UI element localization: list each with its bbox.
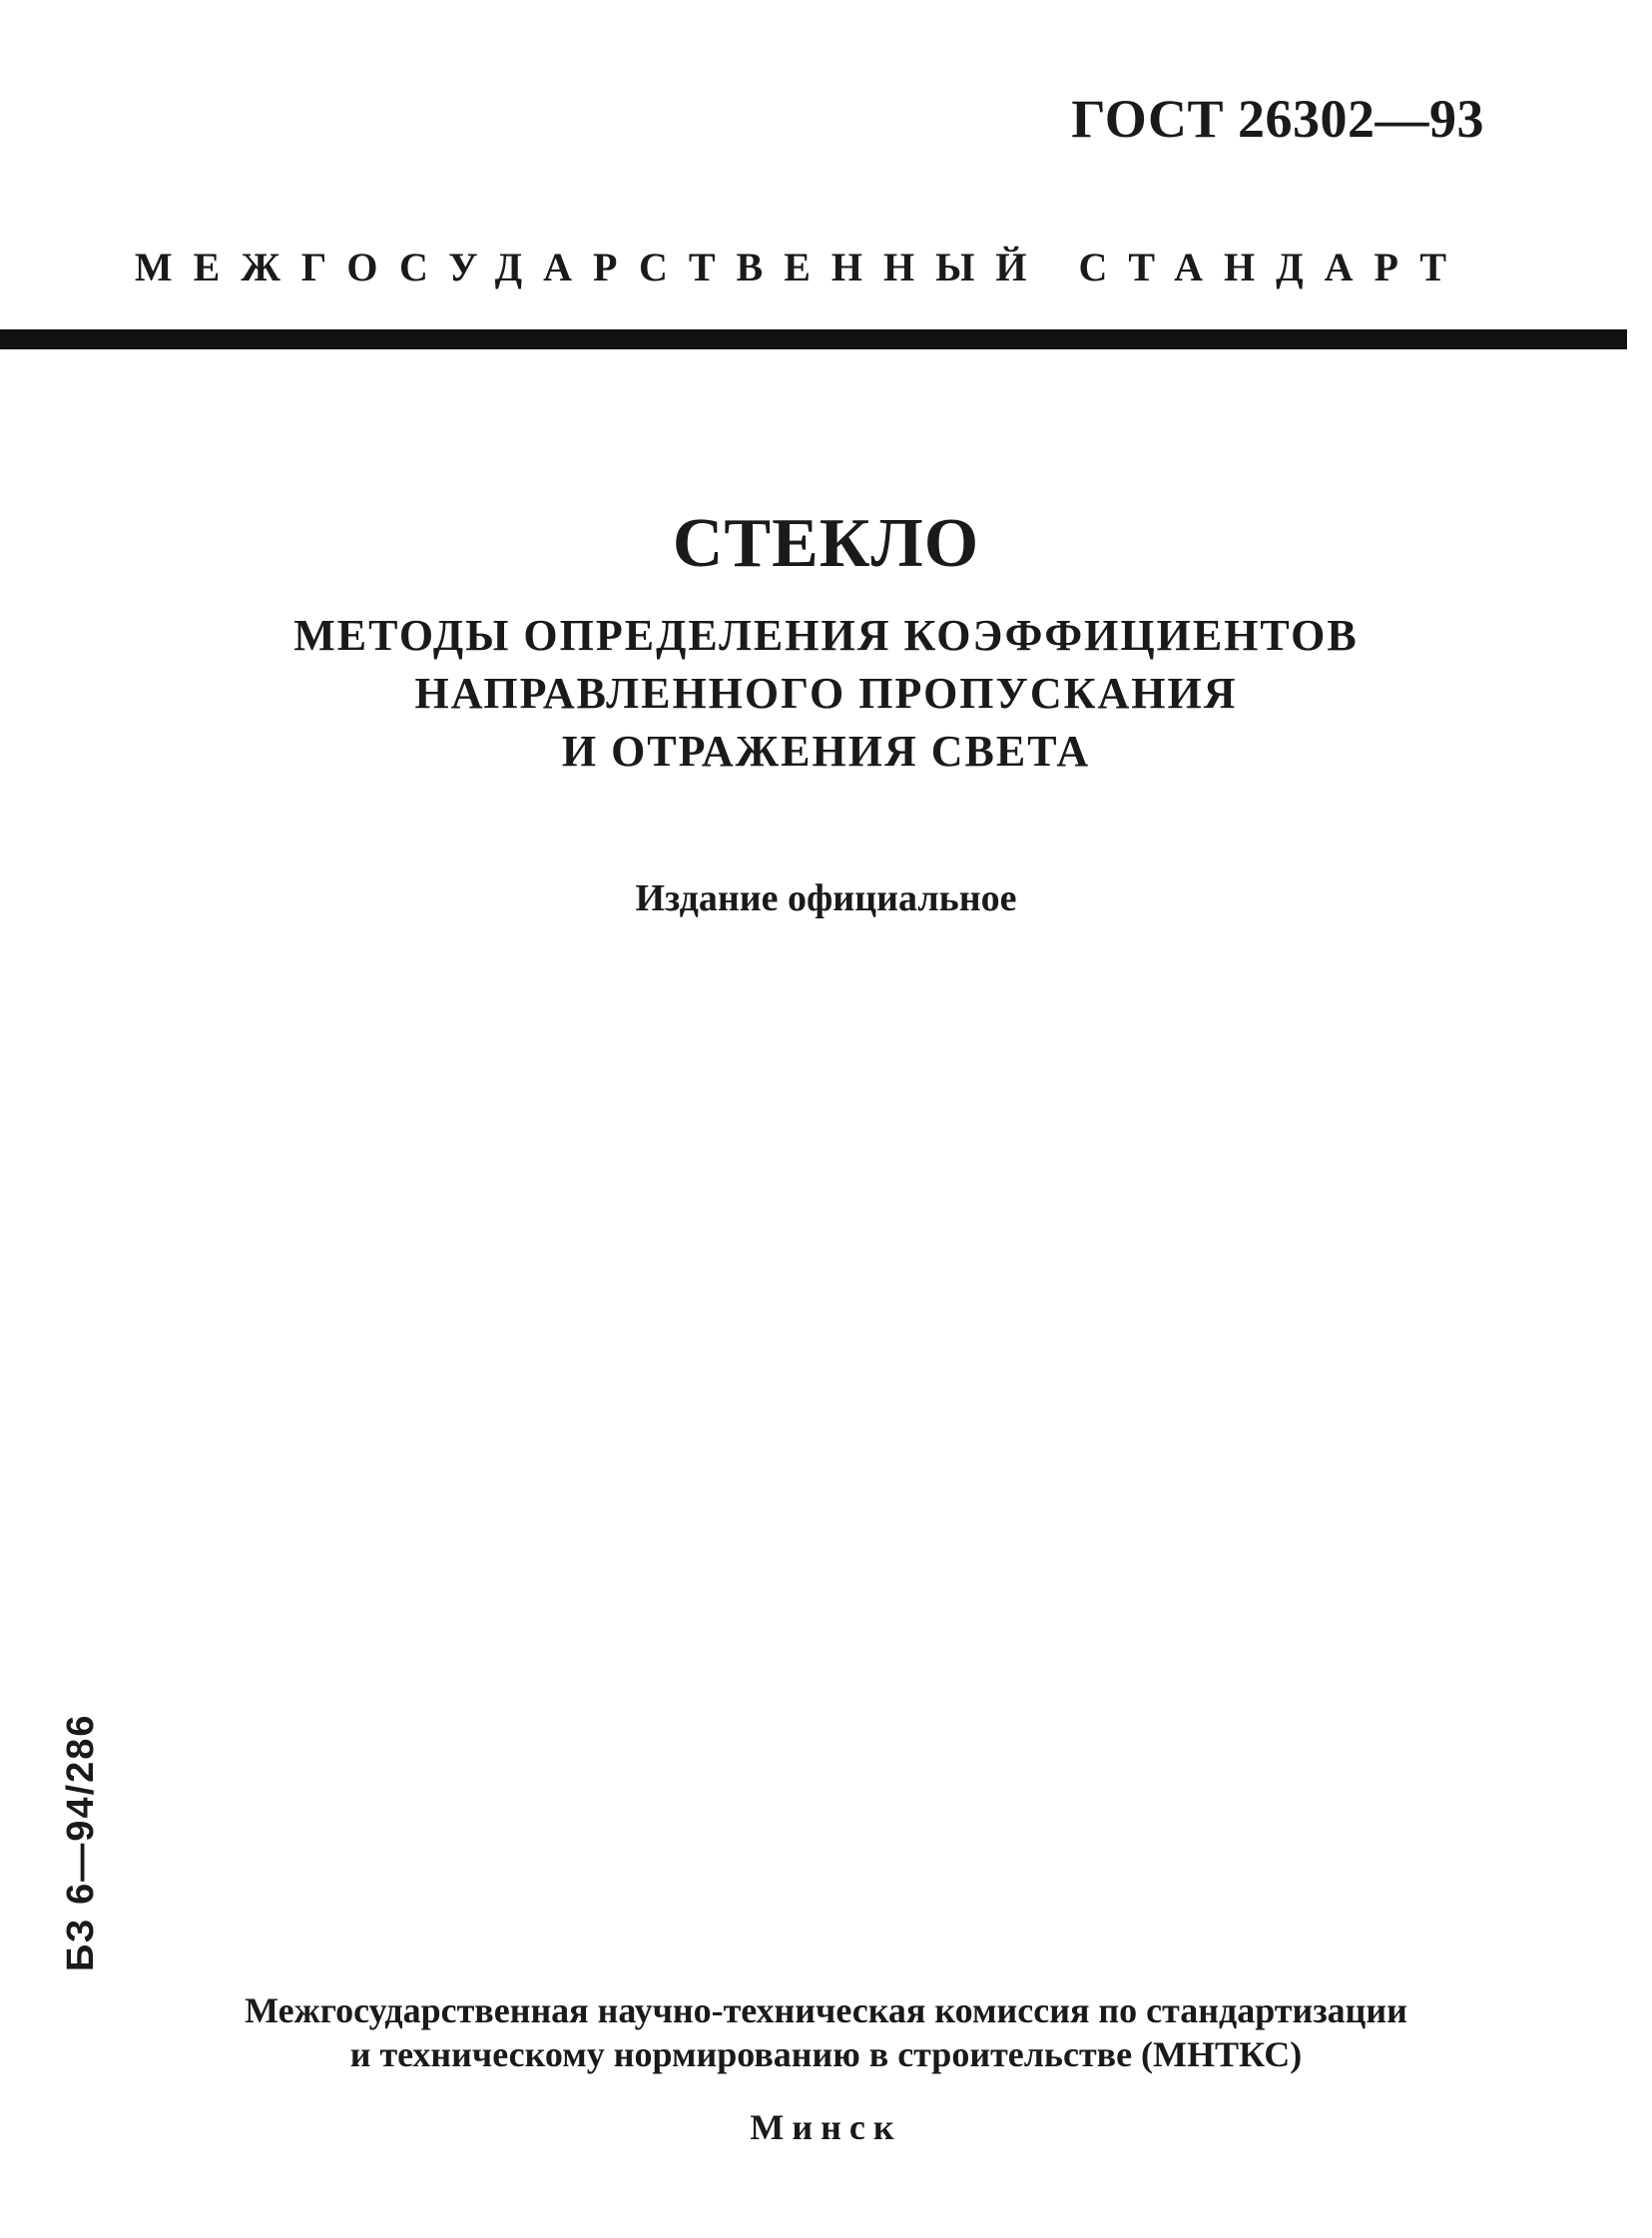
header-divider: [0, 329, 1627, 349]
subtitle: [0, 607, 1652, 781]
subtitle-line: НАПРАВЛЕННОГО ПРОПУСКАНИЯ: [414, 669, 1238, 718]
publisher-commission: [0, 1988, 1652, 2076]
commission-line: и техническому нормированию в строительстве (МНТКС): [349, 2034, 1303, 2074]
subtitle-line: МЕТОДЫ ОПРЕДЕЛЕНИЯ КОЭФФИЦИЕНТОВ: [293, 611, 1359, 660]
document-code: ГОСТ 26302—93: [1071, 89, 1484, 149]
side-catalog-code: БЗ 6—94/286: [60, 1713, 102, 1971]
edition-label: Издание официальное: [635, 877, 1017, 919]
subtitle-line: И ОТРАЖЕНИЯ СВЕТА: [561, 727, 1091, 776]
commission-line: Межгосударственная научно-техническая комиссия по стандартизации: [245, 1990, 1407, 2030]
interstate-standard-label: МЕЖГОСУДАРСТВЕННЫЙ СТАНДАРТ: [134, 245, 1468, 289]
page-title: СТЕКЛО: [672, 505, 980, 582]
publication-city: Минск: [750, 2107, 902, 2147]
